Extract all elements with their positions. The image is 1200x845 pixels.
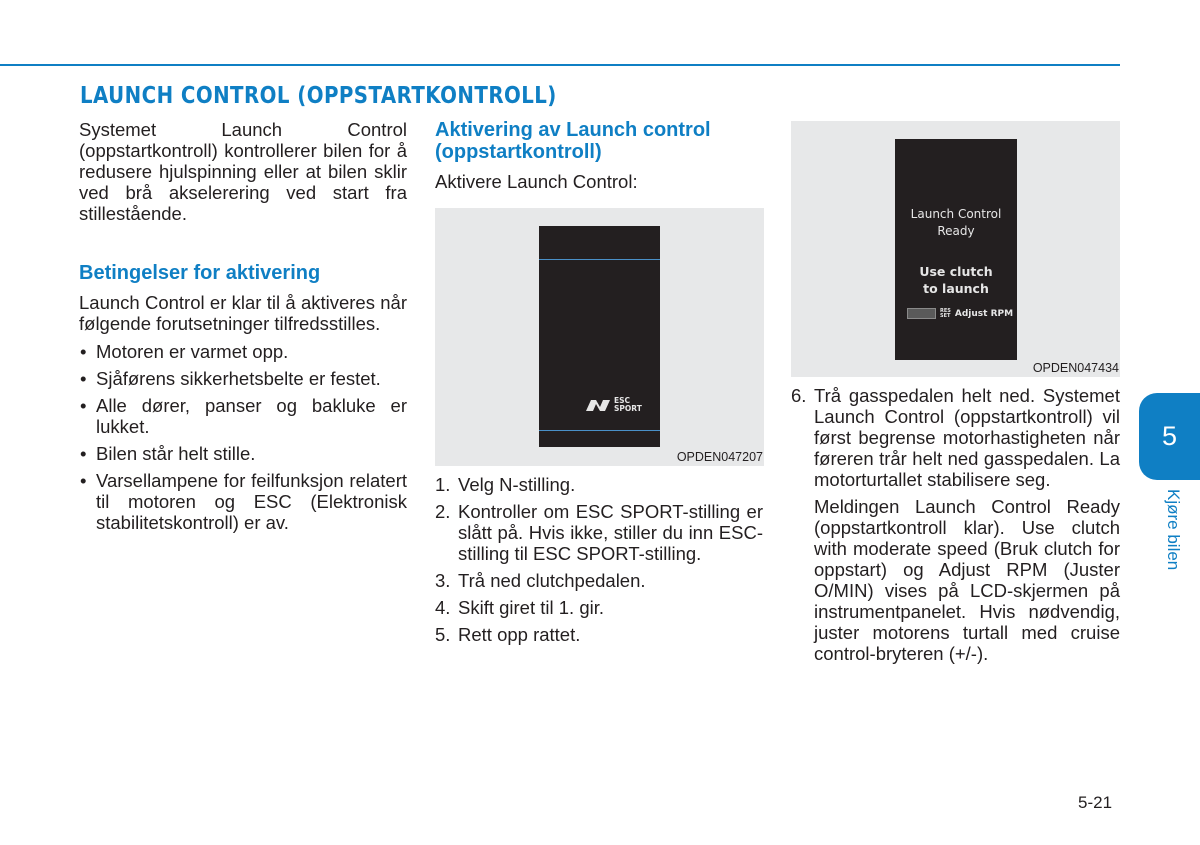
column-3 (791, 385, 1120, 676)
page-number: 5-21 (1078, 793, 1113, 812)
cruise-switch-icon (907, 308, 936, 319)
page-title: LAUNCH CONTROL (OPPSTARTKONTROLL) (80, 83, 557, 109)
esc-label: ESC (614, 396, 631, 405)
activation-lead: Aktivere Launch Control: (435, 171, 638, 192)
intro-paragraph: Systemet Launch Control (oppstartkontroll) kontrollerer bilen for å redusere hjulspinning eller at bilen sklir ved brå akselerering ved start fra stillestående. (79, 119, 407, 224)
step-number: 3. (435, 570, 451, 591)
activation-heading: Aktivering av Launch control (oppstartkontroll) (435, 119, 711, 163)
step-text: Velg N-stilling. (458, 474, 576, 495)
list-item (435, 474, 763, 495)
cluster-display (895, 139, 1017, 360)
sport-label: SPORT (614, 404, 642, 413)
step-number: 4. (435, 597, 451, 618)
esc-sport-indicator (585, 397, 642, 413)
list-item (435, 597, 763, 618)
n-logo-icon (585, 399, 611, 412)
list-item: • Alle dører, panser og bakluke er lukket. (79, 395, 407, 437)
step-number: 5. (435, 624, 451, 645)
step-text: Kontroller om ESC SPORT-stilling er slått på. Hvis ikke, stiller du inn ESC-stilling til ESC SPORT-stilling. (458, 501, 763, 564)
step-number: 6. (791, 385, 807, 406)
display-text: Ready (937, 224, 975, 238)
list-item: • Sjåførens sikkerhetsbelte er festet. (79, 368, 407, 389)
steps-column (435, 474, 763, 651)
figure-code: OPDEN047207 (676, 450, 763, 464)
adjust-rpm-label: Adjust RPM (954, 308, 1014, 319)
display-text: Launch Control (910, 207, 1002, 221)
display-text: Use clutch (919, 264, 993, 279)
column-2 (435, 119, 763, 192)
steps-list (791, 385, 1120, 670)
display-divider (539, 259, 660, 260)
conditions-list (79, 341, 407, 533)
column-1 (79, 119, 407, 539)
header-rule (0, 64, 1120, 66)
use-clutch-message (895, 263, 1017, 297)
list-item: • Bilen står helt stille. (79, 443, 407, 464)
list-item (435, 570, 763, 591)
step-text: Trå gasspedalen helt ned. Systemet Launch Control (oppstartkontroll) vil først begrense motorhastigheten når føreren trår helt ned gasspedalen. La motorturtallet stabilisere seg. (814, 385, 1120, 490)
list-item (435, 501, 763, 564)
step-number: 1. (435, 474, 451, 495)
step-text: Trå ned clutchpedalen. (458, 570, 646, 591)
res-set-label: RES SET (940, 307, 951, 319)
step-text: Skift giret til 1. gir. (458, 597, 604, 618)
step-text: Meldingen Launch Control Ready (oppstartkontroll klar). Use clutch with moderate speed (Bruk clutch for oppstart) og Adjust RPM (Juster O/MIN) vises på LCD-skjermen på instrumentpanelet. Hvis nødvendig, juster motorens turtall med cruise control-bryteren (+/-). (814, 496, 1120, 664)
step-text: Rett opp rattet. (458, 624, 581, 645)
step-number: 2. (435, 501, 451, 522)
chapter-label: Kjøre bilen (1164, 489, 1183, 571)
launch-ready-message (895, 206, 1017, 240)
list-item: • Motoren er varmet opp. (79, 341, 407, 362)
conditions-intro: Launch Control er klar til å aktiveres når følgende forutsetninger tilfredsstilles. (79, 292, 407, 334)
list-item: • Varsellampene for feilfunksjon relatert til motoren og ESC (Elektronisk stabilitetskontroll) er av. (79, 470, 407, 533)
display-text: to launch (923, 281, 989, 296)
display-divider (539, 430, 660, 431)
steps-list (435, 474, 763, 645)
list-item (791, 385, 1120, 670)
launch-control-figure (791, 121, 1120, 377)
figure-code: OPDEN047434 (1032, 361, 1119, 375)
chapter-tab: 5 (1139, 393, 1200, 480)
list-item (435, 624, 763, 645)
conditions-heading: Betingelser for aktivering (79, 262, 321, 284)
adjust-rpm-row (907, 308, 1013, 319)
esc-sport-figure (435, 208, 764, 466)
cluster-display (539, 226, 660, 447)
